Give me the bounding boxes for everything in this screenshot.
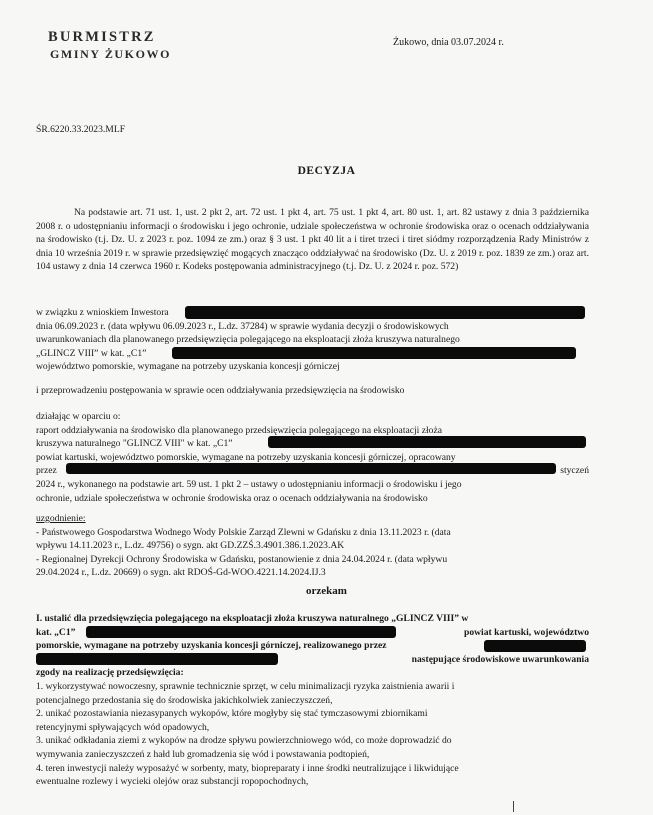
redaction-location: [172, 347, 576, 359]
redaction-deposit-location: [268, 436, 586, 448]
application-line-1: w związku z wnioskiem Inwestora: [36, 307, 169, 318]
redaction-contractor-details: [36, 653, 278, 665]
redaction-contractor: [484, 640, 586, 652]
application-line-3: uwarunkowaniach dla planowanego przedsięwzięcia polegającego na eksploatacji złoża kruszywa naturalnego: [36, 334, 460, 346]
conditions-list: [36, 680, 589, 789]
application-line-2: dnia 06.09.2023 r. (data wpływu 06.09.2023 r., L.dz. 37284) w sprawie wydania decyzji o środowiskowych: [36, 320, 449, 332]
condition-4-line-2: ewentualne rozlewy i wycieki olejów oraz substancji ropopochodnych,: [36, 776, 309, 788]
section-one-line-2-start: kat. „C1”: [36, 626, 76, 638]
section-one-line-5: zgody na realizację przedsięwzięcia:: [36, 667, 184, 679]
agreements-paragraph: [36, 512, 589, 580]
condition-3-line-1: 3. unikać odkładania ziemi z wykopów na drodze spływu powierzchniowego wód, co może doprowadzić do: [36, 735, 452, 747]
ruling-heading: orzekam: [306, 585, 347, 597]
acting-line-3: kruszywa naturalnego "GLINCZ VIII" w kat. „C1”: [36, 438, 233, 450]
procedure-text: i przeprowadzeniu postępowania w sprawie ocen oddziaływania przedsięwzięcia na środowisko: [36, 385, 405, 396]
acting-line-7: ochronie, udziale społeczeństwa w ochronie środowiska oraz o ocenach oddziaływania na środowisko: [36, 492, 428, 504]
acting-line-5-start: przez: [36, 465, 57, 477]
application-line-5: województwo pomorskie, wymagane na potrzeby uzyskania koncesji górniczej: [36, 361, 340, 373]
agreement-1-line-1: - Państwowego Gospodarstwa Wodnego Wody Polskie Zarząd Zlewni w Gdańsku z dnia 13.11.2023 r. (data: [36, 526, 451, 538]
redaction-author: [66, 463, 556, 474]
acting-paragraph: [36, 410, 589, 505]
application-line-4: „GLINCZ VIII” w kat. „C1”: [36, 347, 147, 359]
condition-1-line-1: 1. wykorzystywać nowoczesny, sprawnie technicznie sprzęt, w celu minimalizacji ryzyka zaistnienia awarii i: [36, 681, 455, 692]
condition-3-line-2: wymywania zanieczyszczeń z hałd lub gromadzenia się wód i powstawania podtopień,: [36, 748, 370, 760]
condition-1-line-2: potencjalnego przedostania się do środowiska jakichkolwiek zanieczyszczeń,: [36, 694, 333, 706]
agreement-1-line-2: wpływu 14.11.2023 r., L.dz. 49756) o sygn. akt GD.ZZŚ.3.4901.386.1.2023.AK: [36, 540, 345, 552]
agreement-2-line-2: 29.04.2024 r., L.dz. 20669) o sygn. akt RDOŚ-Gd-WOO.4221.14.2024.IJ.3: [36, 567, 326, 579]
acting-line-2: raport oddziaływania na środowisko dla planowanego przedsięwzięcia polegającego na eksploatacji złoża: [36, 424, 442, 436]
procedure-paragraph: [36, 384, 589, 398]
legal-basis-text: Na podstawie art. 71 ust. 1, ust. 2 pkt 2, art. 72 ust. 1 pkt 4, art. 75 ust. 1 pkt 4, art. 80 ust. 1, art. 82 ustawy z dnia 3 października 2008 r. o udostępnianiu informacji o środowisku i jego ochronie, udziale społeczeństwa w ochronie środowiska oraz o ocenach oddziaływania na środowisko (t.j. Dz. U. z 2023 r. poz. 1094 ze zm.) oraz § 3 ust. 1 pkt 40 lit a i tiret trzeci i tiret siódmy rozporządzenia Rady Ministrów z dnia 10 września 2019 r. w sprawie przedsięwzięć mogących znacząco oddziaływać na środowisko (Dz. U. z 2019 r. poz. 1839 ze zm.) oraz art. 104 ustawy z dnia 14 czerwca 1960 r. Kodeks postępowania administracyjnego (t.j. Dz. U. z 2024 r. poz. 572): [36, 207, 589, 273]
condition-2-line-1: 2. unikać pozostawiania niezasypanych wykopów, które mogłyby się stać tymczasowymi zbiornikami: [36, 708, 428, 720]
authority-title: BURMISTRZ: [48, 29, 156, 45]
document-title: DECYZJA: [297, 165, 356, 177]
condition-2-line-2: retencyjnymi spływających wód opadowych,: [36, 721, 210, 733]
section-one-line-4: następujące środowiskowe uwarunkowania: [411, 653, 589, 665]
legal-basis-paragraph: [36, 206, 589, 274]
condition-4-line-1: 4. teren inwestycji należy wyposażyć w sorbenty, maty, biopreparaty i inne środki neutralizujące i likwidujące: [36, 762, 459, 774]
redaction-deposit-plot: [86, 626, 396, 638]
agreement-2-line-1: - Regionalnej Dyrekcji Ochrony Środowiska w Gdańsku, postanowienie z dnia 24.04.2024 r. (data wpływu: [36, 553, 448, 565]
section-one-line-2-end: powiat kartuski, województwo: [464, 626, 589, 638]
redaction-investor: [185, 306, 585, 319]
agreements-heading: uzgodnienie:: [36, 513, 86, 524]
acting-line-1: działając w oparciu o:: [36, 411, 121, 422]
section-one-line-1: I. ustalić dla przedsięwzięcia polegającego na eksploatacji złoża kruszywa naturalnego „GLINCZ VIII” w: [36, 613, 469, 624]
section-one-line-3: pomorskie, wymagane na potrzeby uzyskania koncesji górniczej, realizowanego przez: [36, 640, 387, 652]
place-date: Żukowo, dnia 03.07.2024 r.: [393, 37, 504, 48]
municipality-title: GMINY ŻUKOWO: [50, 47, 172, 61]
case-reference: ŚR.6220.33.2023.MLF: [36, 124, 126, 135]
page-edge-mark: [513, 801, 514, 812]
acting-line-4: powiat kartuski, województwo pomorskie, wymagane na potrzeby uzyskania koncesji górniczej, opracowany: [36, 451, 456, 463]
acting-line-6: 2024 r., wykonanego na podstawie art. 59 ust. 1 pkt 2 – ustawy o udostępnianiu informacji o środowisku i jego: [36, 478, 462, 490]
acting-line-5-end: styczeń: [560, 465, 589, 477]
